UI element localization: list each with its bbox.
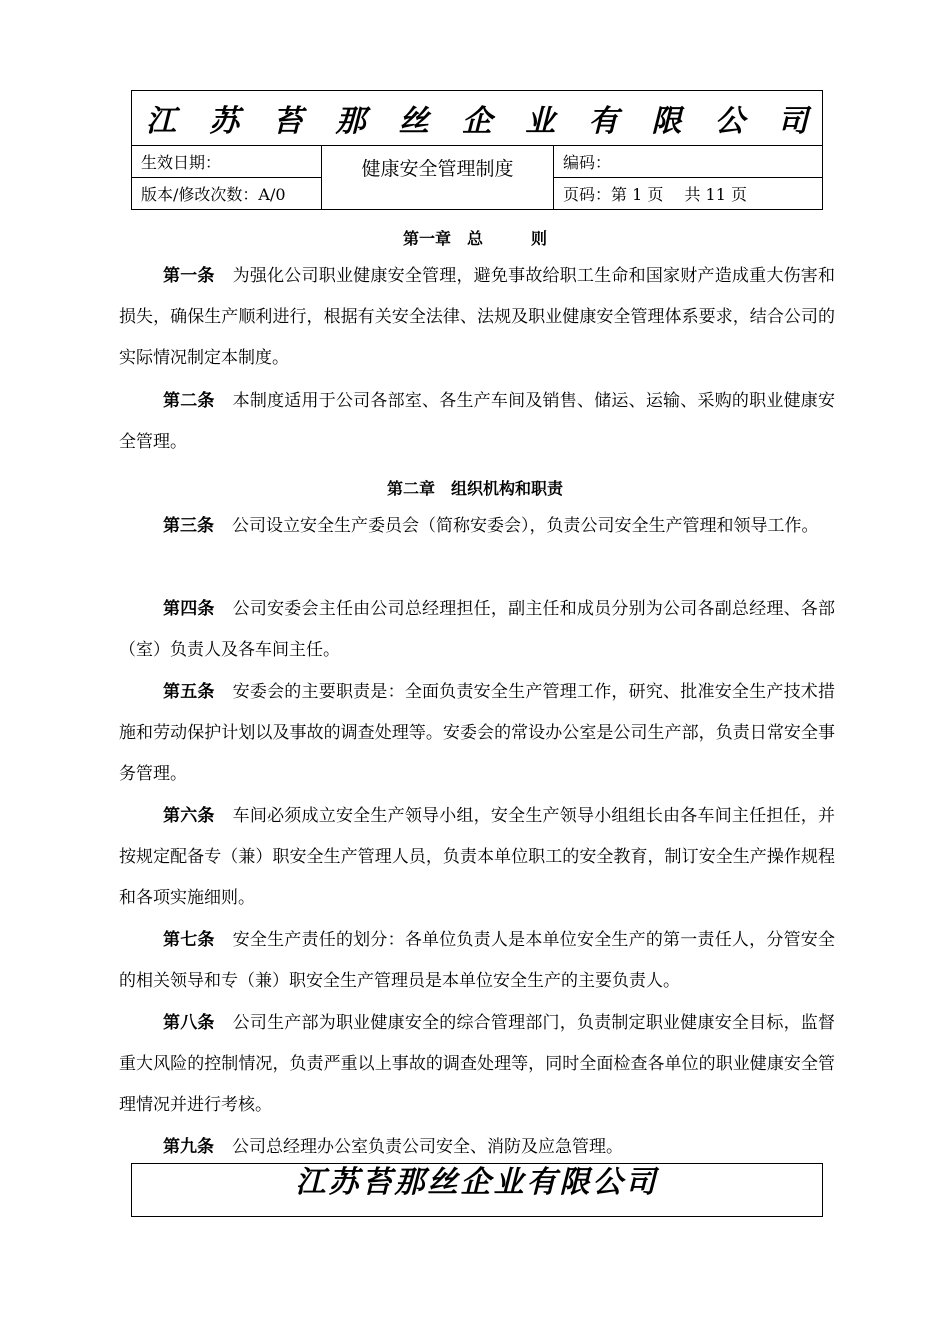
article-text: 公司设立安全生产委员会（简称安委会），负责公司安全生产管理和领导工作。	[232, 516, 819, 536]
article-7	[119, 920, 835, 1002]
page-label: 页码：第 1 页 共 11 页	[563, 184, 747, 204]
article-label: 第四条	[163, 599, 215, 619]
doc-title: 健康安全管理制度	[361, 158, 514, 180]
article-text: 安委会的主要职责是：全面负责安全生产管理工作，研究、批准安全生产技术措施和劳动保护计划以及事故的调查处理等。安委会的常设办公室是公司生产部，负责日常安全事务管理。	[119, 682, 836, 784]
article-label: 第九条	[163, 1137, 214, 1157]
article-8	[119, 1003, 835, 1126]
footer-header-table	[131, 1163, 823, 1217]
article-1	[119, 256, 835, 379]
company-char: 江	[146, 104, 176, 139]
meta-right-column	[554, 146, 822, 209]
company-name-row	[132, 91, 822, 146]
company-char: 苏	[209, 104, 240, 139]
article-label: 第一条	[163, 266, 215, 286]
article-5	[119, 672, 835, 795]
chapter-1-heading: 第一章 总 则	[402, 229, 547, 248]
article-2	[119, 381, 835, 463]
company-char: 丝	[398, 104, 429, 139]
company-name	[132, 96, 822, 140]
article-3	[119, 506, 835, 547]
article-text: 公司总经理办公室负责公司安全、消防及应急管理。	[232, 1137, 623, 1157]
article-text: 车间必须成立安全生产领导小组，安全生产领导小组组长由各车间主任担任，并按规定配备专（兼）职安全生产管理人员，负责本单位职工的安全教育，制订安全生产操作规程和各项实施细则。	[119, 806, 836, 908]
article-label: 第七条	[163, 930, 215, 950]
article-text: 安全生产责任的划分：各单位负责人是本单位安全生产的第一责任人，分管安全的相关领导和专（兼）职安全生产管理员是本单位安全生产的主要负责人。	[119, 930, 836, 991]
article-label: 第二条	[163, 391, 215, 411]
article-text: 本制度适用于公司各部室、各生产车间及销售、储运、运输、采购的职业健康安全管理。	[119, 391, 836, 452]
company-char: 公	[714, 104, 745, 139]
article-4	[119, 589, 835, 671]
article-6	[119, 796, 835, 919]
doc-title-cell	[322, 146, 554, 209]
company-char: 业	[525, 104, 556, 139]
code-label: 编码：	[554, 146, 822, 178]
company-char: 司	[777, 104, 808, 139]
article-label: 第八条	[163, 1013, 215, 1033]
article-label: 第三条	[163, 516, 214, 536]
company-char: 苔	[272, 104, 303, 139]
article-text: 为强化公司职业健康安全管理，避免事故给职工生命和国家财产造成重大伤害和损失，确保生产顺利进行，根据有关安全法律、法规及职业健康安全管理体系要求，结合公司的实际情况制定本制度。	[119, 266, 836, 368]
article-text: 公司生产部为职业健康安全的综合管理部门，负责制定职业健康安全目标，监督重大风险的控制情况，负责严重以上事故的调查处理等，同时全面检查各单位的职业健康安全管理情况并进行考核。	[119, 1013, 836, 1115]
article-label: 第六条	[163, 806, 215, 826]
version-label: 版本/修改次数：A/0	[141, 184, 286, 204]
chapter-2-heading: 第二章 组织机构和职责	[386, 479, 563, 498]
company-char: 限	[651, 104, 682, 139]
article-text: 公司安委会主任由公司总经理担任，副主任和成员分别为公司各副总经理、各部（室）负责人及各车间主任。	[119, 599, 836, 660]
document-header-table	[131, 90, 823, 210]
meta-left-column	[132, 146, 322, 209]
effective-date-label: 生效日期：	[132, 146, 321, 178]
article-label: 第五条	[163, 682, 215, 702]
company-char: 那	[335, 104, 366, 139]
company-char: 企	[461, 104, 492, 139]
company-char: 有	[588, 104, 619, 139]
footer-company-name: 江苏苔那丝企业有限公司	[295, 1165, 659, 1200]
